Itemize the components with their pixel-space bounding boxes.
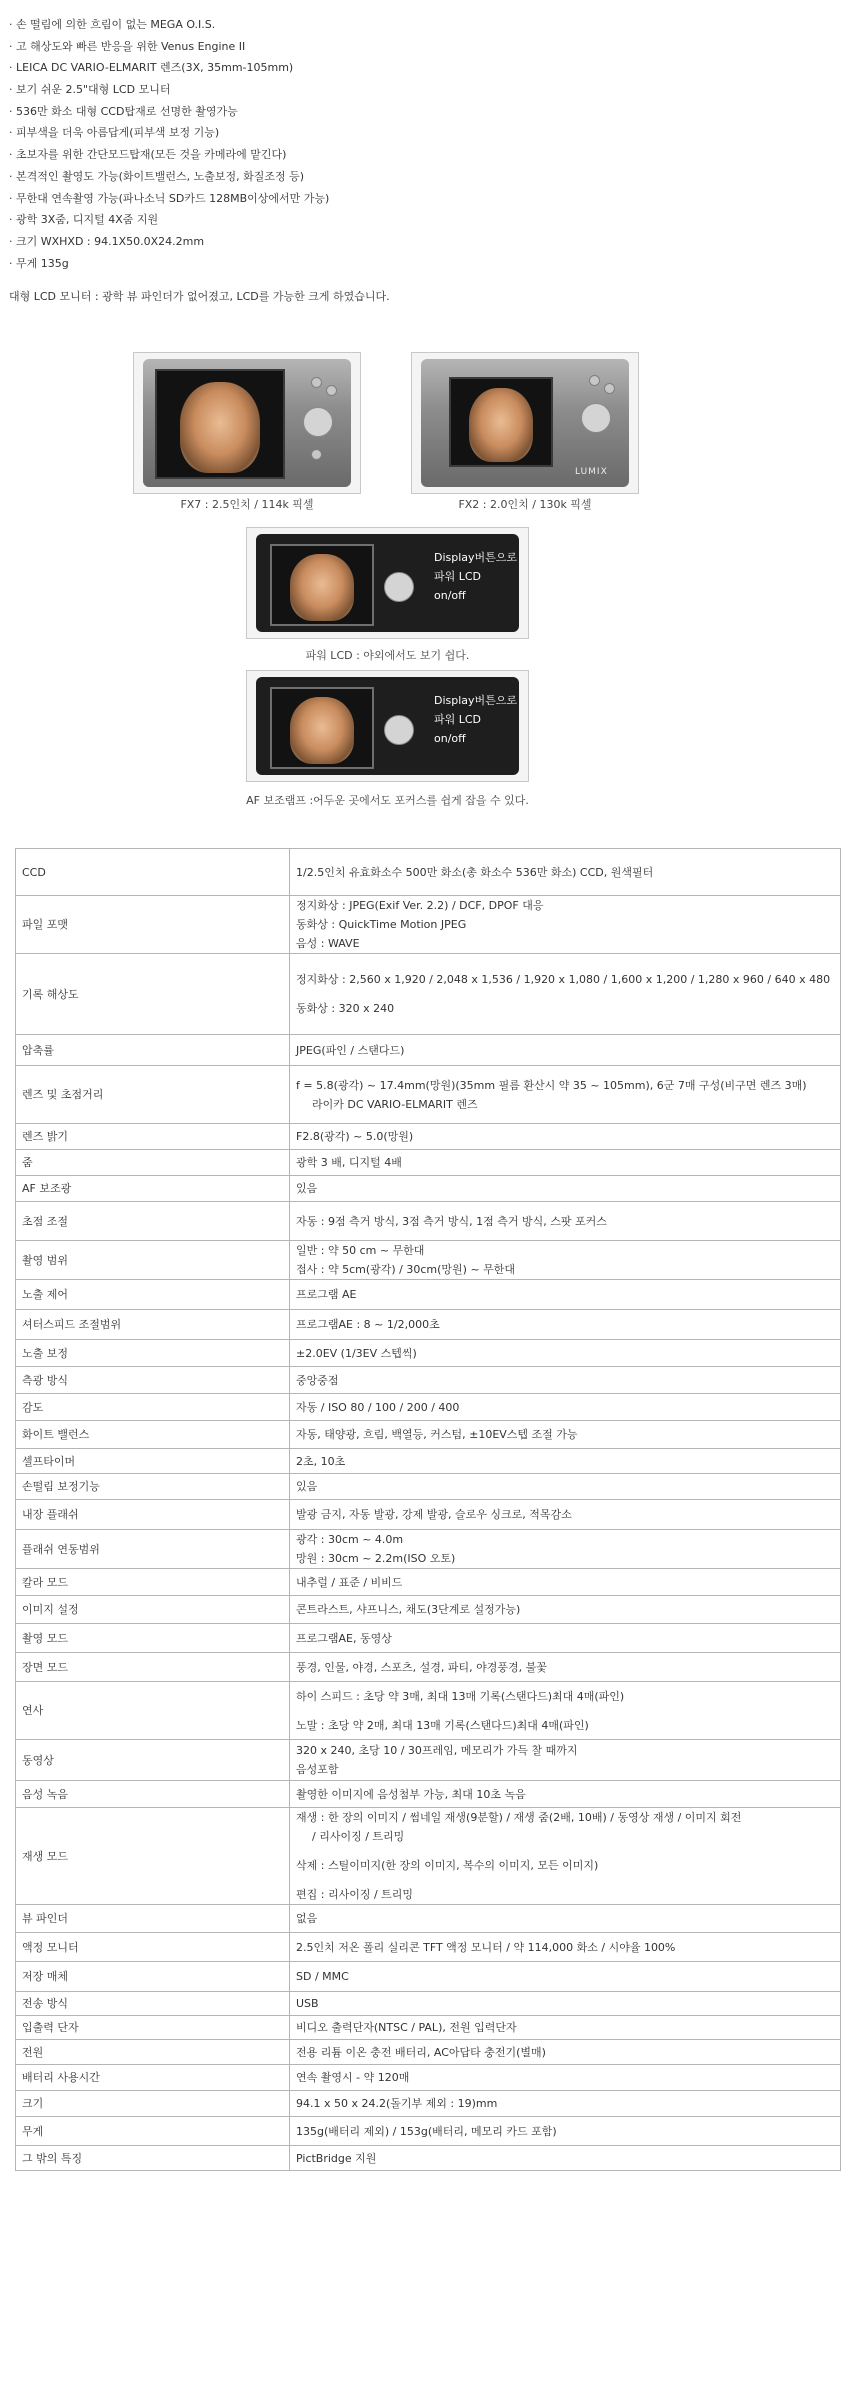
spec-label: 렌즈 및 초점거리: [16, 1066, 290, 1124]
spec-value: 내추럴 / 표준 / 비비드: [290, 1569, 841, 1596]
spec-label: 렌즈 밝기: [16, 1124, 290, 1150]
spec-row: [16, 1474, 841, 1500]
spec-label: 뷰 파인더: [16, 1905, 290, 1933]
spec-value: 콘트라스트, 샤프니스, 채도(3단계로 설정가능): [290, 1596, 841, 1624]
spec-value: 없음: [290, 1905, 841, 1933]
spec-value: 발광 금지, 자동 발광, 강제 발광, 슬로우 싱크로, 적목감소: [290, 1500, 841, 1530]
spec-row: [16, 2065, 841, 2091]
spec-row: [16, 849, 841, 896]
spec-row: [16, 1340, 841, 1367]
spec-row: [16, 1202, 841, 1241]
spec-label: 액정 모니터: [16, 1933, 290, 1962]
spec-value: 자동 : 9점 측거 방식, 3점 측거 방식, 1점 측거 방식, 스팟 포커스: [290, 1202, 841, 1241]
spec-table: [15, 848, 841, 2171]
spec-row: [16, 1905, 841, 1933]
spec-label: 측광 방식: [16, 1367, 290, 1394]
spec-row: [16, 1992, 841, 2016]
spec-label: 노출 보정: [16, 1340, 290, 1367]
spec-value: SD / MMC: [290, 1962, 841, 1992]
spec-label: 촬영 모드: [16, 1624, 290, 1653]
spec-row: [16, 1035, 841, 1066]
spec-value: 1/2.5인치 유효화소수 500만 화소(총 화소수 536만 화소) CCD, 원색필터: [290, 849, 841, 896]
fx2-camera-photo: [411, 352, 639, 494]
feature-item: · 본격적인 촬영도 가능(화이트밸런스, 노출보정, 화질조정 등): [9, 169, 305, 183]
spec-value: 광각 : 30cm ~ 4.0m 망원 : 30cm ~ 2.2m(ISO 오토): [290, 1530, 841, 1569]
spec-row: [16, 1500, 841, 1530]
spec-value: 프로그램AE, 동영상: [290, 1624, 841, 1653]
spec-row: [16, 1367, 841, 1394]
spec-value: 연속 촬영시 - 약 120매: [290, 2065, 841, 2091]
spec-label: 줌: [16, 1150, 290, 1176]
spec-label: 내장 플래쉬: [16, 1500, 290, 1530]
spec-value: 프로그램 AE: [290, 1280, 841, 1310]
spec-label: 화이트 밸런스: [16, 1421, 290, 1449]
dpad-icon: [581, 403, 611, 433]
af-assist-photo: Display버튼으로 파워 LCD on/off: [246, 670, 529, 782]
feature-item: · 광학 3X줌, 디지털 4X줌 지원: [9, 213, 159, 227]
spec-label: 칼라 모드: [16, 1569, 290, 1596]
feature-item: · 536만 화소 대형 CCD탑재로 선명한 촬영가능: [9, 104, 238, 118]
spec-value: 정지화상 : JPEG(Exif Ver. 2.2) / DCF, DPOF 대응 동화상 : QuickTime Motion JPEG 음성 : WAVE: [290, 896, 841, 954]
spec-row: [16, 2016, 841, 2040]
spec-row: [16, 1962, 841, 1992]
spec-label: 플래쉬 연동범위: [16, 1530, 290, 1569]
spec-row: [16, 1808, 841, 1905]
spec-label: 셀프타이머: [16, 1449, 290, 1474]
spec-value: 있음: [290, 1474, 841, 1500]
spec-label: 노출 제어: [16, 1280, 290, 1310]
spec-row: [16, 1653, 841, 1682]
spec-label: 연사: [16, 1682, 290, 1740]
spec-row: [16, 1421, 841, 1449]
feature-item: · 무게 135g: [9, 256, 69, 270]
spec-row: [16, 954, 841, 1035]
dpad-icon: [303, 407, 333, 437]
spec-label: 감도: [16, 1394, 290, 1421]
spec-label: 초점 조절: [16, 1202, 290, 1241]
spec-row: [16, 1280, 841, 1310]
spec-label: 이미지 설정: [16, 1596, 290, 1624]
lcd-description: 대형 LCD 모니터 : 광학 뷰 파인더가 없어졌고, LCD를 가능한 크게 하였습니다.: [9, 290, 390, 303]
spec-value: 비디오 출력단자(NTSC / PAL), 전원 입력단자: [290, 2016, 841, 2040]
spec-value: 자동, 태양광, 흐림, 백열등, 커스텀, ±10EV스텝 조절 가능: [290, 1421, 841, 1449]
feature-item: · 피부색을 더욱 아름답게(피부색 보정 기능): [9, 126, 220, 140]
spec-label: 압축률: [16, 1035, 290, 1066]
spec-row: [16, 1176, 841, 1202]
spec-row: [16, 1310, 841, 1340]
spec-label: 입출력 단자: [16, 2016, 290, 2040]
spec-label: 파일 포맷: [16, 896, 290, 954]
feature-item: · 무한대 연속촬영 가능(파나소닉 SD카드 128MB이상에서만 가능): [9, 191, 330, 205]
feature-item: · 크기 WXHXD : 94.1X50.0X24.2mm: [9, 234, 205, 248]
spec-value: USB: [290, 1992, 841, 2016]
spec-row: [16, 1449, 841, 1474]
spec-value: 프로그램AE : 8 ~ 1/2,000초: [290, 1310, 841, 1340]
spec-value: 320 x 240, 초당 10 / 30프레임, 메모리가 가득 찰 때까지 음성포함: [290, 1740, 841, 1781]
spec-label: 장면 모드: [16, 1653, 290, 1682]
dpad-icon: [384, 572, 414, 602]
spec-label: 음성 녹음: [16, 1781, 290, 1808]
spec-row: [16, 1624, 841, 1653]
spec-value: 광학 3 배, 디지털 4배: [290, 1150, 841, 1176]
spec-row: [16, 1682, 841, 1740]
spec-row: [16, 1596, 841, 1624]
spec-label: 재생 모드: [16, 1808, 290, 1905]
spec-value: JPEG(파인 / 스탠다드): [290, 1035, 841, 1066]
spec-label: 동영상: [16, 1740, 290, 1781]
spec-value: 94.1 x 50 x 24.2(돌기부 제외 : 19)mm: [290, 2091, 841, 2117]
spec-row: [16, 1394, 841, 1421]
spec-label: 무게: [16, 2117, 290, 2146]
spec-value: 풍경, 인물, 야경, 스포츠, 설경, 파티, 야경풍경, 불꽃: [290, 1653, 841, 1682]
spec-value: 촬영한 이미지에 음성첨부 가능, 최대 10초 녹음: [290, 1781, 841, 1808]
fx2-caption: FX2 : 2.0인치 / 130k 픽셀: [458, 498, 592, 511]
spec-label: 손떨림 보정기능: [16, 1474, 290, 1500]
feature-item: · 고 해상도와 빠른 반응을 위한 Venus Engine II: [9, 39, 246, 53]
feature-item: · LEICA DC VARIO-ELMARIT 렌즈(3X, 35mm-105mm): [9, 61, 294, 75]
spec-label: AF 보조광: [16, 1176, 290, 1202]
spec-value: 있음: [290, 1176, 841, 1202]
feature-item: · 손 떨림에 의한 흐림이 없는 MEGA O.I.S.: [9, 18, 216, 31]
spec-row: [16, 2117, 841, 2146]
spec-value: 재생 : 한 장의 이미지 / 썸네일 재생(9분할) / 재생 줌(2배, 10배) / 동영상 재생 / 이미지 회전 / 리사이징 / 트리밍 삭제 : 스틸이미지(한 장의 이미지, 복수의 이미지, 모든 이미지) 편집 : 리사이징 / 트리밍: [290, 1808, 841, 1905]
feature-item: · 초보자를 위한 간단모드탑재(모든 것을 카메라에 맡긴다): [9, 148, 287, 162]
spec-value: f = 5.8(광각) ~ 17.4mm(망원)(35mm 필름 환산시 약 35 ~ 105mm), 6군 7매 구성(비구면 렌즈 3매) 라이카 DC VARIO-ELMARIT 렌즈: [290, 1066, 841, 1124]
spec-label: 배터리 사용시간: [16, 2065, 290, 2091]
spec-row: [16, 1124, 841, 1150]
spec-value: 2초, 10초: [290, 1449, 841, 1474]
spec-value: 2.5인치 저온 폴리 실리콘 TFT 액정 모니터 / 약 114,000 화소 / 시야율 100%: [290, 1933, 841, 1962]
spec-value: 정지화상 : 2,560 x 1,920 / 2,048 x 1,536 / 1,920 x 1,080 / 1,600 x 1,200 / 1,280 x 960 / 640 x 480 동화상 : 320 x 240: [290, 954, 841, 1035]
spec-value: F2.8(광각) ~ 5.0(망원): [290, 1124, 841, 1150]
spec-value: 중앙중점: [290, 1367, 841, 1394]
spec-value: 전용 리튬 이온 충전 배터리, AC아답타 충전기(별매): [290, 2040, 841, 2065]
spec-row: [16, 1569, 841, 1596]
spec-row: [16, 1066, 841, 1124]
spec-value: PictBridge 지원: [290, 2146, 841, 2171]
spec-label: 그 밖의 특징: [16, 2146, 290, 2171]
spec-value: 하이 스피드 : 초당 약 3매, 최대 13매 기록(스탠다드)최대 4매(파인) 노말 : 초당 약 2매, 최대 13매 기록(스탠다드)최대 4매(파인): [290, 1682, 841, 1740]
spec-label: 저장 매체: [16, 1962, 290, 1992]
power-lcd-photo: Display버튼으로 파워 LCD on/off: [246, 527, 529, 639]
fx7-caption: FX7 : 2.5인치 / 114k 픽셀: [180, 498, 314, 511]
spec-label: 촬영 범위: [16, 1241, 290, 1280]
spec-label: 기록 해상도: [16, 954, 290, 1035]
spec-label: 전송 방식: [16, 1992, 290, 2016]
spec-row: [16, 2146, 841, 2171]
spec-label: 크기: [16, 2091, 290, 2117]
spec-row: [16, 2040, 841, 2065]
spec-row: [16, 896, 841, 954]
spec-row: [16, 1241, 841, 1280]
spec-value: 일반 : 약 50 cm ~ 무한대 접사 : 약 5cm(광각) / 30cm(망원) ~ 무한대: [290, 1241, 841, 1280]
spec-value: 자동 / ISO 80 / 100 / 200 / 400: [290, 1394, 841, 1421]
power-lcd-caption: 파워 LCD : 야외에서도 보기 쉽다.: [305, 649, 470, 662]
lumix-logo: LUMIX: [575, 467, 608, 477]
fx7-camera-photo: [133, 352, 361, 494]
af-assist-caption: AF 보조램프 :어두운 곳에서도 포커스를 쉽게 잡을 수 있다.: [246, 794, 529, 807]
spec-label: 전원: [16, 2040, 290, 2065]
spec-value: 135g(배터리 제외) / 153g(배터리, 메모리 카드 포함): [290, 2117, 841, 2146]
dpad-icon: [384, 715, 414, 745]
spec-row: [16, 1150, 841, 1176]
spec-label: 셔터스피드 조절범위: [16, 1310, 290, 1340]
feature-item: · 보기 쉬운 2.5"대형 LCD 모니터: [9, 83, 171, 97]
spec-row: [16, 1933, 841, 1962]
spec-row: [16, 1740, 841, 1781]
spec-row: [16, 2091, 841, 2117]
spec-row: [16, 1530, 841, 1569]
spec-label: CCD: [16, 849, 290, 896]
feature-list: [9, 14, 329, 274]
spec-value: ±2.0EV (1/3EV 스텝씩): [290, 1340, 841, 1367]
spec-row: [16, 1781, 841, 1808]
